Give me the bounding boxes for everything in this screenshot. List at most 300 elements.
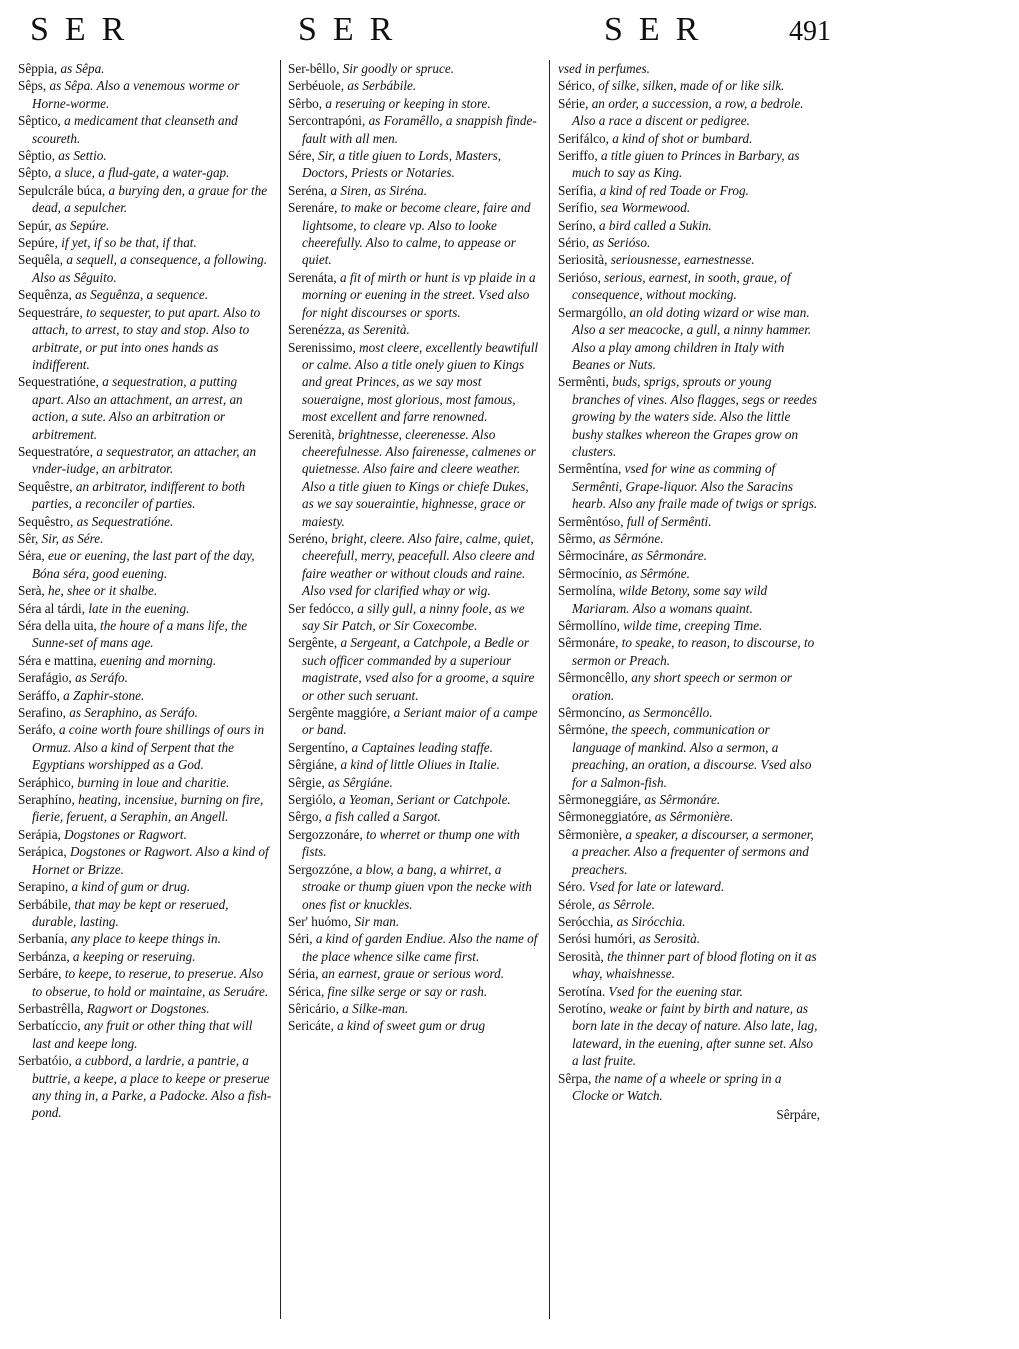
dictionary-entry xyxy=(288,1017,542,1034)
entry-definition: any short speech or sermon or oration. xyxy=(572,670,793,703)
dictionary-entry xyxy=(558,565,820,582)
dictionary-entry xyxy=(18,77,272,112)
entry-definition: as Settio. xyxy=(55,148,107,164)
entry-definition: that may be kept or reserued, durable, lasting. xyxy=(32,896,229,929)
entry-definition: late in the euening. xyxy=(85,600,190,616)
entry-headword: Serotína. xyxy=(558,983,606,999)
dictionary-entry xyxy=(18,652,272,669)
entry-headword: Seraphíno, xyxy=(18,792,75,808)
entry-definition: Dogstones or Ragwort. Also a kind of Hornet or Brizze. xyxy=(32,844,269,877)
dictionary-entry xyxy=(558,547,820,564)
dictionary-entry xyxy=(288,965,542,982)
dictionary-entry xyxy=(558,251,820,268)
entry-definition: Sir goodly or spruce. xyxy=(339,61,455,76)
dictionary-entry xyxy=(558,269,820,304)
entry-definition: an old doting wizard or wise man. Also a ser meacocke, a gull, a ninny hammer. Also a play among children in Italy with Beanes or Nuts. xyxy=(572,304,812,372)
entry-definition: vsed in perfumes. xyxy=(558,61,650,76)
dictionary-entry xyxy=(558,460,820,512)
entry-definition: to sequester, to put apart. Also to attach, to arrest, to stay and stop. Also to arbitrate, or put into ones hands as indifferent. xyxy=(32,304,261,372)
entry-definition: to speake, to reason, to discourse, to sermon or Preach. xyxy=(572,635,815,668)
entry-headword: Sergozzonáre, xyxy=(288,826,363,842)
entry-definition: a blow, a bang, a whirret, a stroake or thump giuen vpon the necke with ones fist or knuckles. xyxy=(302,861,532,912)
entry-definition: as Serbábile. xyxy=(344,78,417,94)
entry-definition: as Sirócchia. xyxy=(613,913,686,929)
dictionary-entry xyxy=(288,913,542,930)
entry-headword: Serbanía, xyxy=(18,931,68,947)
dictionary-entry xyxy=(288,339,542,426)
entry-headword: Serápica, xyxy=(18,844,67,860)
entry-headword: Sequêstre, xyxy=(18,478,73,494)
dictionary-entry xyxy=(18,147,272,164)
dictionary-entry xyxy=(18,721,272,773)
entry-headword: Sergênte, xyxy=(288,635,338,651)
entry-definition: any fruit or other thing that will last and keepe long. xyxy=(32,1018,253,1051)
entry-headword: Sêptio, xyxy=(18,148,55,164)
entry-definition: weake or faint by birth and nature, as born late in the decay of nature. Also late, lag, lateward, in the euening, after sunne set. Also a last fruite. xyxy=(572,1000,818,1069)
entry-headword: Serífio, xyxy=(558,200,598,216)
entry-definition: a reseruing or keeping in store. xyxy=(322,95,491,111)
entry-definition: as Seráfo. xyxy=(71,670,128,686)
running-head-center: SER xyxy=(298,11,409,48)
entry-headword: Sêrmocínio, xyxy=(558,565,623,581)
dictionary-entry xyxy=(18,687,272,704)
dictionary-entry xyxy=(558,582,820,617)
dictionary-entry xyxy=(18,182,272,217)
entry-headword: Serbánza, xyxy=(18,948,70,964)
entry-definition: a silly gull, a ninny foole, as we say Sir Patch, or Sir Coxecombe. xyxy=(302,600,525,633)
dictionary-entry xyxy=(288,739,542,756)
dictionary-entry xyxy=(18,774,272,791)
entry-definition: if yet, if so be that, if that. xyxy=(57,235,197,251)
entry-headword: Serbastrêlla, xyxy=(18,1000,84,1016)
entry-headword: Serafágio, xyxy=(18,670,72,686)
dictionary-entry xyxy=(18,1017,272,1052)
entry-headword: Serósi humóri, xyxy=(558,931,636,947)
entry-definition: as Sêrgiáne. xyxy=(324,774,393,790)
dictionary-entry xyxy=(18,60,272,77)
entry-headword: Sêrgie, xyxy=(288,774,325,790)
column-3 xyxy=(558,60,820,1341)
dictionary-entry xyxy=(288,60,542,77)
entry-definition: a Yeoman, Seriant or Catchpole. xyxy=(335,792,511,808)
entry-definition: a Sergeant, a Catchpole, a Bedle or such officer commanded by a superiour magistrate, vsed also for a groome, a squire or other such seruant. xyxy=(302,635,535,703)
entry-definition: a kind of garden Endiue. Also the name of the place whence silke came first. xyxy=(302,931,538,964)
entry-headword: Sergiólo, xyxy=(288,792,336,808)
entry-definition: a keeping or reseruing. xyxy=(69,948,196,964)
dictionary-entry xyxy=(288,791,542,808)
dictionary-entry xyxy=(558,513,820,530)
entry-definition: to make or become cleare, faire and lightsome, to cleare vp. Also to looke cheerefully. Also to calme, to appease or quiet. xyxy=(302,200,531,268)
entry-definition: as Sêrmonáre. xyxy=(627,548,707,564)
entry-headword: Sepúre, xyxy=(18,235,58,251)
entry-definition: Sir, a title giuen to Lords, Masters, Doctors, Priests or Notaries. xyxy=(302,148,502,181)
entry-headword: Serenità, xyxy=(288,426,335,442)
entry-definition: as Sermoncêllo. xyxy=(625,705,713,721)
dictionary-entry xyxy=(558,373,820,460)
entry-headword: Sêrgo, xyxy=(288,809,322,825)
dictionary-entry xyxy=(18,304,272,374)
entry-definition: as Sêpa. Also a venemous worme or Horne-worme. xyxy=(32,78,240,111)
entry-headword: Sericáte, xyxy=(288,1018,334,1034)
dictionary-entry xyxy=(18,251,272,286)
column-1 xyxy=(18,60,272,1341)
dictionary-entry xyxy=(288,530,542,600)
entry-headword: Serífia, xyxy=(558,182,597,198)
entry-definition: as Sêrmóne. xyxy=(595,530,664,546)
entry-headword: Séri, xyxy=(288,931,313,947)
entry-headword: Sére, xyxy=(288,148,315,164)
dictionary-entry xyxy=(288,112,542,147)
entry-definition: a kind of shot or bumbard. xyxy=(608,130,753,146)
entry-definition: Dogstones or Ragwort. xyxy=(60,826,187,842)
entry-headword: Sermêntína, xyxy=(558,461,622,477)
entry-definition: a bird called a Sukin. xyxy=(595,217,712,233)
entry-headword: Série, xyxy=(558,95,589,111)
dictionary-entry xyxy=(288,826,542,861)
entry-definition: a fish called a Sargot. xyxy=(321,809,441,825)
entry-definition: euening and morning. xyxy=(96,652,217,668)
entry-definition: a kind of sweet gum or drug xyxy=(333,1018,486,1034)
dictionary-entry xyxy=(288,930,542,965)
dictionary-entry xyxy=(288,983,542,1000)
entry-headword: Serapino, xyxy=(18,879,69,895)
entry-headword: Serócchia, xyxy=(558,913,614,929)
entry-headword: Serbáre, xyxy=(18,966,62,982)
entry-definition: to keepe, to reserue, to preserue. Also to obserue, to hold or maintaine, as Seruáre. xyxy=(32,966,269,999)
entry-headword: Seráffo, xyxy=(18,687,60,703)
dictionary-entry xyxy=(18,547,272,582)
entry-headword: Sêrmoncêllo, xyxy=(558,670,628,686)
dictionary-entry xyxy=(558,530,820,547)
entry-headword: Sêrmóne, xyxy=(558,722,609,738)
entry-headword: Séria, xyxy=(288,966,319,982)
entry-definition: as Foramêllo, a snappish finde-fault with all men. xyxy=(302,113,537,146)
dictionary-entry xyxy=(558,1000,820,1070)
entry-headword: Sêrmocináre, xyxy=(558,548,628,564)
entry-headword: Serbéuole, xyxy=(288,78,345,94)
entry-definition: Vsed for the euening star. xyxy=(605,983,743,999)
dictionary-entry xyxy=(18,669,272,686)
dictionary-entry xyxy=(18,513,272,530)
entry-headword: Sercontrapóni, xyxy=(288,113,366,129)
entry-headword: Sêrgiáne, xyxy=(288,757,338,773)
entry-headword: Sérica, xyxy=(288,983,325,999)
dictionary-entry xyxy=(558,913,820,930)
dictionary-entry xyxy=(558,896,820,913)
dictionary-entry xyxy=(288,321,542,338)
entry-headword: Sêrmoneggiatóre, xyxy=(558,809,652,825)
entry-headword: Serafino, xyxy=(18,705,66,721)
dictionary-entry xyxy=(288,704,542,739)
dictionary-entry xyxy=(18,704,272,721)
entry-headword: Serenáre, xyxy=(288,200,338,216)
entry-headword: Séra della uita, xyxy=(18,618,97,633)
entry-definition: Vsed for late or lateward. xyxy=(585,879,725,895)
dictionary-entry xyxy=(18,164,272,181)
entry-definition: a kind of little Oliues in Italie. xyxy=(337,757,500,773)
dictionary-entry xyxy=(18,896,272,931)
entry-headword: Sêrmonière, xyxy=(558,826,623,842)
entry-definition: the thinner part of blood floting on it as whay, whaishnesse. xyxy=(572,948,817,982)
dictionary-entry xyxy=(558,304,820,374)
page-number: 491 xyxy=(789,16,831,47)
entry-headword: Serifálco, xyxy=(558,130,609,146)
entry-headword: Serenáta, xyxy=(288,269,337,285)
dictionary-entry xyxy=(18,1052,272,1122)
dictionary-entry xyxy=(558,721,820,791)
dictionary-entry xyxy=(18,791,272,826)
running-head-right: SER xyxy=(604,11,715,48)
dictionary-entry xyxy=(18,530,272,547)
entry-headword: Seréna, xyxy=(288,182,328,198)
entry-headword: Sêrmoncíno, xyxy=(558,705,626,721)
dictionary-entry xyxy=(288,808,542,825)
dictionary-entry xyxy=(558,95,820,130)
entry-headword: Sério, xyxy=(558,235,590,251)
column-divider-1 xyxy=(280,60,281,1319)
entry-headword: Sequestratóre, xyxy=(18,443,94,459)
dictionary-entry xyxy=(18,478,272,513)
entry-headword: Serbatóio, xyxy=(18,1053,72,1069)
entry-definition: any place to keepe things in. xyxy=(67,931,221,947)
entry-definition: eue or euening, the last part of the day, Bóna séra, good euening. xyxy=(32,548,255,581)
dictionary-entry xyxy=(18,582,272,599)
entry-definition: a Seriant maior of a campe or band. xyxy=(302,705,538,738)
dictionary-entry xyxy=(288,634,542,704)
page-header xyxy=(0,10,1019,54)
entry-headword: Sequestratióne, xyxy=(18,374,99,390)
dictionary-entry xyxy=(558,147,820,182)
entry-definition: a sequestration, a putting apart. Also an attachment, an arrest, an action, a sute. Also an arbitration or arbitrement. xyxy=(32,374,243,442)
dictionary-entry xyxy=(558,983,820,1000)
dictionary-entry xyxy=(558,948,820,983)
entry-headword: Sermargóllo, xyxy=(558,304,627,320)
entry-definition: the name of a wheele or spring in a Clocke or Watch. xyxy=(572,1070,782,1103)
entry-headword: Sermêntóso, xyxy=(558,513,624,529)
entry-definition: a kind of red Toade or Frog. xyxy=(596,182,749,198)
entry-headword: Serióso, xyxy=(558,269,601,285)
entry-definition: a Siren, as Siréna. xyxy=(327,182,428,198)
entry-definition: the houre of a mans life, the Sunne-set of mans age. xyxy=(32,618,248,651)
entry-definition: a sequell, a consequence, a following. Also as Sêguito. xyxy=(32,252,268,285)
entry-definition: a coine worth foure shillings of ours in Ormuz. Also a kind of Serpent that the Egyptians worshipped as a God. xyxy=(32,722,265,773)
entry-headword: Sérico, xyxy=(558,78,595,94)
entry-definition: a fit of mirth or hunt is vp plaide in a morning or euening in the street. Vsed also for night discourses or sports. xyxy=(302,269,536,320)
entry-definition: a Captaines leading staffe. xyxy=(348,739,493,755)
entry-definition: as Seraphino, as Seráfo. xyxy=(65,705,198,721)
entry-definition: serious, earnest, in sooth, graue, of consequence, without mocking. xyxy=(572,269,791,303)
dictionary-entry xyxy=(288,77,542,94)
dictionary-entry xyxy=(558,77,820,94)
entry-headword: Sêrpa, xyxy=(558,1070,592,1086)
dictionary-entry xyxy=(18,1000,272,1017)
dictionary-entry xyxy=(18,930,272,947)
dictionary-entry xyxy=(18,234,272,251)
entry-headword: Sermolína, xyxy=(558,583,616,599)
entry-headword: Serbábile, xyxy=(18,896,72,912)
entry-headword: Seráphico, xyxy=(18,774,75,790)
entry-headword: Sêps, xyxy=(18,78,47,94)
entry-headword: Séra al tárdi, xyxy=(18,600,86,616)
entry-headword: Serbatíccio, xyxy=(18,1018,81,1034)
dictionary-entry xyxy=(18,217,272,234)
dictionary-entry xyxy=(288,600,542,635)
entry-definition: a title giuen to Princes in Barbary, as much to say as King. xyxy=(572,148,800,181)
entry-headword: Ser' huómo, xyxy=(288,913,352,929)
entry-definition: as Sêpa. xyxy=(57,61,105,76)
entry-headword: Séra e mattina, xyxy=(18,652,97,668)
dictionary-entry xyxy=(18,826,272,843)
entry-headword: Sêrmollíno, xyxy=(558,618,620,633)
entry-definition: an arbitrator, indifferent to both parties, a reconciler of parties. xyxy=(32,478,245,512)
entry-definition: a medicament that cleanseth and scoureth. xyxy=(32,113,238,146)
running-head-left: SER xyxy=(30,11,141,48)
entry-headword: Sêpto, xyxy=(18,165,52,181)
entry-definition: as Serióso. xyxy=(589,235,651,251)
entry-definition: a Zaphir-stone. xyxy=(59,687,145,703)
dictionary-entry xyxy=(18,373,272,443)
dictionary-entry xyxy=(558,217,820,234)
entry-headword: Sergozzóne, xyxy=(288,861,353,877)
entry-headword: Serosità, xyxy=(558,948,604,964)
entry-definition: brightnesse, cleerenesse. Also cheerefulnesse. Also fairenesse, calmenes or quietnesse. Also faire and cleere weather. Also a title giuen to Kings or chiefe Dukes, as we say soueraintie, highnesse, grace or maiesty. xyxy=(302,426,536,529)
dictionary-entry xyxy=(558,234,820,251)
entry-headword: Serotíno, xyxy=(558,1000,606,1016)
dictionary-entry xyxy=(288,182,542,199)
dictionary-entry xyxy=(18,617,272,652)
entry-headword: Sêrmo, xyxy=(558,530,596,546)
entry-definition: sea Wormewood. xyxy=(597,200,691,216)
entry-definition: as Sepúre. xyxy=(51,217,110,233)
entry-definition: vsed for wine as comming of Sermênti, Grape-liquor. Also the Saracins hearb. Also any fraile made of twigs or sprigs. xyxy=(572,461,818,512)
entry-headword: Sêricário, xyxy=(288,1000,339,1016)
entry-headword: Sermênti, xyxy=(558,374,609,390)
entry-headword: Sêrmonáre, xyxy=(558,635,619,651)
entry-definition: bright, cleere. Also faire, calme, quiet, cheerefull, merry, peacefull. Also cleere and faire weather or without clouds and raine. Also vsed for clarified whay or wig. xyxy=(302,530,535,599)
entry-definition: Sir, as Sére. xyxy=(38,530,104,546)
dictionary-entry xyxy=(558,1070,820,1105)
entry-definition: to wherret or thump one with fists. xyxy=(302,826,520,860)
entry-headword: Sêrmoneggiáre, xyxy=(558,792,642,808)
entry-definition: of silke, silken, made of or like silk. xyxy=(595,78,785,94)
entry-headword: Seriosità, xyxy=(558,252,608,268)
dictionary-entry xyxy=(18,948,272,965)
catchword: Sêrpáre, xyxy=(776,1107,820,1123)
entry-definition: burning in loue and charitie. xyxy=(74,774,230,790)
entry-headword: Sequêla, xyxy=(18,252,64,268)
entry-definition: as Sêrmonáre. xyxy=(641,792,721,808)
entry-definition: seriousnesse, earnestnesse. xyxy=(607,252,755,268)
entry-headword: Ser fedócco, xyxy=(288,600,354,616)
entry-definition: a speaker, a discourser, a sermoner, a preacher. Also a frequenter of sermons and preachers. xyxy=(572,826,814,877)
dictionary-entry xyxy=(288,756,542,773)
dictionary-entry xyxy=(18,843,272,878)
entry-definition: fine silke serge or say or rash. xyxy=(324,983,488,999)
entry-definition: he, shee or it shalbe. xyxy=(44,583,158,599)
entry-definition: a kind of gum or drug. xyxy=(68,879,191,895)
entry-headword: Sêppia, xyxy=(18,61,58,76)
entry-definition: most cleere, excellently beawtifull or calme. Also a title onely giuen to Kings and great Princes, as we say most soueraigne, most glorious, most famous, most excellent and farre renowned. xyxy=(302,339,539,425)
entry-headword: Serenézza, xyxy=(288,322,345,338)
entry-headword: Seríno, xyxy=(558,217,596,233)
column-2 xyxy=(288,60,542,1341)
dictionary-entry xyxy=(288,95,542,112)
entry-definition: wilde time, creeping Time. xyxy=(619,618,763,633)
entry-definition: full of Sermênti. xyxy=(623,513,712,529)
entry-headword: Séra, xyxy=(18,548,45,564)
dictionary-entry xyxy=(18,600,272,617)
entry-definition: a burying den, a graue for the dead, a sepulcher. xyxy=(32,182,268,216)
entry-definition: buds, sprigs, sprouts or young branches of vines. Also flagges, segs or reedes growing by the waters side. Also the little bushy stalkes whereon the Grapes grow on clusters. xyxy=(572,374,818,459)
entry-definition: a sluce, a flud-gate, a water-gap. xyxy=(51,165,230,181)
entry-headword: Serenissimo, xyxy=(288,339,356,355)
entry-definition: Sir man. xyxy=(351,913,400,929)
entry-headword: Sérole, xyxy=(558,896,595,912)
dictionary-entry xyxy=(558,199,820,216)
dictionary-entry xyxy=(558,669,820,704)
entry-headword: Sequestráre, xyxy=(18,304,83,320)
entry-headword: Sêptico, xyxy=(18,113,61,129)
entry-headword: Serà, xyxy=(18,583,45,599)
entry-definition: the speech, communication or language of mankind. Also a sermon, a preaching, an oration, a discourse. Vsed also for a Salmon-fish. xyxy=(572,722,812,790)
entry-headword: Sergênte maggióre, xyxy=(288,705,391,721)
entry-headword: Sequêstro, xyxy=(18,513,74,529)
entry-definition: as Sêrrole. xyxy=(595,896,655,912)
entry-headword: Serápia, xyxy=(18,826,61,842)
dictionary-entry xyxy=(288,1000,542,1017)
dictionary-entry xyxy=(288,147,542,182)
entry-definition: heating, incensiue, burning on fire, fierie, feruent, a Seraphin, an Angell. xyxy=(32,792,264,825)
entry-definition: as Sequestratióne. xyxy=(73,513,174,529)
entry-headword: Ser-bêllo, xyxy=(288,61,340,76)
entry-definition: a cubbord, a lardrie, a pantrie, a buttrie, a keepe, a place to keepe or preserue any thing in, a Parke, a Padocke. Also a fish-pond. xyxy=(32,1053,272,1121)
entry-definition: wilde Betony, some say wild Mariaram. Also a womans quaint. xyxy=(572,583,768,616)
dictionary-entry xyxy=(558,60,820,77)
dictionary-entry xyxy=(558,808,820,825)
entry-headword: Seréno, xyxy=(288,530,328,546)
entry-definition: a sequestrator, an attacher, an vnder-iudge, an arbitrator. xyxy=(32,443,257,477)
entry-headword: Sequênza, xyxy=(18,287,72,303)
dictionary-entry xyxy=(288,269,542,321)
entry-definition: an earnest, graue or serious word. xyxy=(318,966,505,982)
dictionary-entry xyxy=(558,826,820,878)
dictionary-entry xyxy=(558,182,820,199)
dictionary-entry xyxy=(18,965,272,1000)
dictionary-entry xyxy=(558,930,820,947)
entry-definition: as Serosità. xyxy=(635,931,701,947)
entry-definition: as Seguênza, a sequence. xyxy=(71,287,209,303)
dictionary-entry xyxy=(18,112,272,147)
dictionary-entry xyxy=(288,774,542,791)
dictionary-entry xyxy=(288,861,542,913)
dictionary-entry xyxy=(558,617,820,634)
dictionary-entry xyxy=(558,878,820,895)
dictionary-entry xyxy=(18,878,272,895)
entry-definition: as Sêrmonière. xyxy=(651,809,734,825)
entry-headword: Seráfo, xyxy=(18,722,56,738)
entry-headword: Séro. xyxy=(558,879,586,895)
entry-definition: as Sêrmóne. xyxy=(622,565,690,581)
dictionary-entry xyxy=(288,199,542,269)
entry-definition: Ragwort or Dogstones. xyxy=(83,1000,210,1016)
entry-definition: a Silke-man. xyxy=(338,1000,409,1016)
entry-headword: Sergentíno, xyxy=(288,739,349,755)
column-divider-2 xyxy=(549,60,550,1319)
entry-headword: Sepúr, xyxy=(18,217,52,233)
dictionary-entry xyxy=(288,426,542,530)
dictionary-entry xyxy=(558,634,820,669)
dictionary-entry xyxy=(558,130,820,147)
